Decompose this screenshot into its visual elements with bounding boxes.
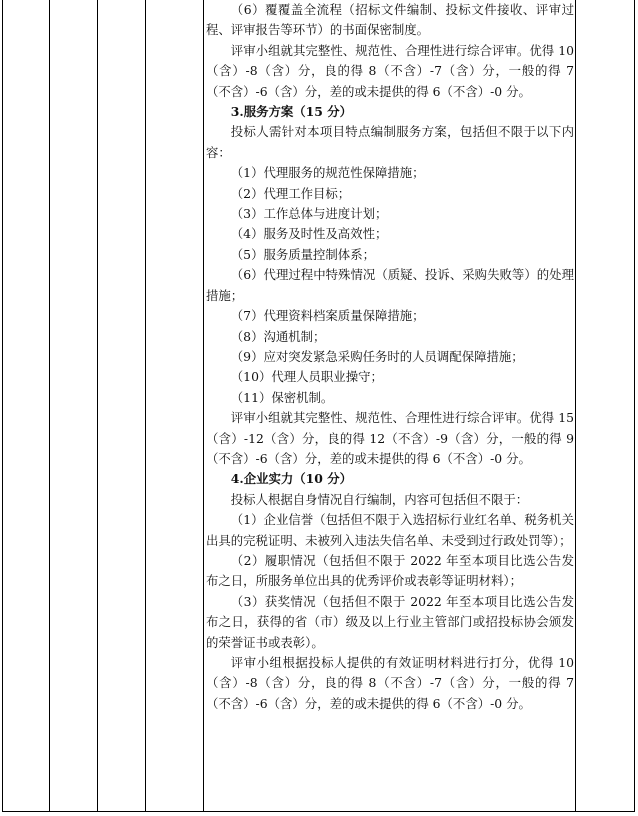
paragraph-scoring-3: 评审小组就其完整性、规范性、合理性进行综合评审。优得 15（含）-12（含）分，良的得 12（不含）-9（含）分，一般的得 9（不含）-6（含）分，差的或未提供的得 6（不含）-0 分。 (206, 410, 574, 466)
list-item: （2）代理工作目标； (230, 185, 351, 201)
section-intro-company-strength: 投标人根据自身情况自行编制，内容可包括但不限于： (230, 491, 529, 507)
list-item: （9）应对突发紧急采购任务时的人员调配保障措施； (230, 348, 524, 364)
column-divider-3 (145, 0, 146, 811)
list-item: （3）获奖情况（包括但不限于 2022 年至本项目比选公告发布之日，获得的省（市）级及以上行业主管部门或招投标协会颁发的荣誉证书或表彰）。 (206, 593, 574, 650)
list-item: （4）服务及时性及高效性； (230, 226, 388, 242)
section-heading-service-plan: 3.服务方案（15 分） (230, 104, 353, 120)
section-intro-service-plan: 投标人需针对本项目特点编制服务方案，包括但不限于以下内容： (206, 124, 574, 160)
paragraph-scoring-4: 评审小组根据投标人提供的有效证明材料进行打分，优得 10（含）-8（含）分，良的得 8（不含）-7（含）分，一般的得 7（不含）-6（含）分，差的或未提供的得 6（不含）-0 分。 (206, 655, 574, 711)
column-divider-4 (203, 0, 204, 811)
list-item: （11）保密机制。 (230, 389, 334, 405)
list-item: （10）代理人员职业操守； (230, 369, 383, 385)
column-divider-2 (97, 0, 98, 811)
scoring-criteria-cell (206, 0, 574, 714)
list-item: （2）履职情况（包括但不限于 2022 年至本项目比选公告发布之日，所服务单位出具的优秀评价或表彰等证明材料）； (206, 552, 574, 589)
paragraph-confidentiality: （6）覆覆盖全流程（招标文件编制、投标文件接收、评审过程、评审报告等环节）的书面保密制度。 (206, 2, 574, 38)
list-item: （3）工作总体与进度计划； (230, 206, 388, 222)
list-item: （7）代理资料档案质量保障措施； (230, 308, 425, 324)
column-divider-5 (575, 0, 576, 811)
list-item: （5）服务质量控制体系； (230, 246, 375, 262)
paragraph-scoring-2: 评审小组就其完整性、规范性、合理性进行综合评审。优得 10（含）-8（含）分，良的得 8（不含）-7（含）分，一般的得 7（不含）-6（含）分，差的或未提供的得 6（不含）-0 分。 (206, 42, 574, 99)
list-item: （1）代理服务的规范性保障措施； (230, 165, 425, 181)
column-divider-1 (49, 0, 50, 811)
list-item: （8）沟通机制； (230, 328, 326, 344)
list-item: （6）代理过程中特殊情况（质疑、投诉、采购失败等）的处理措施； (206, 267, 574, 303)
list-item: （1）企业信誉（包括但不限于入选招标行业红名单、税务机关出具的完税证明、未被列入违法失信名单、未受到过行政处罚等）； (206, 512, 574, 548)
section-heading-company-strength: 4.企业实力（10 分） (230, 471, 353, 487)
